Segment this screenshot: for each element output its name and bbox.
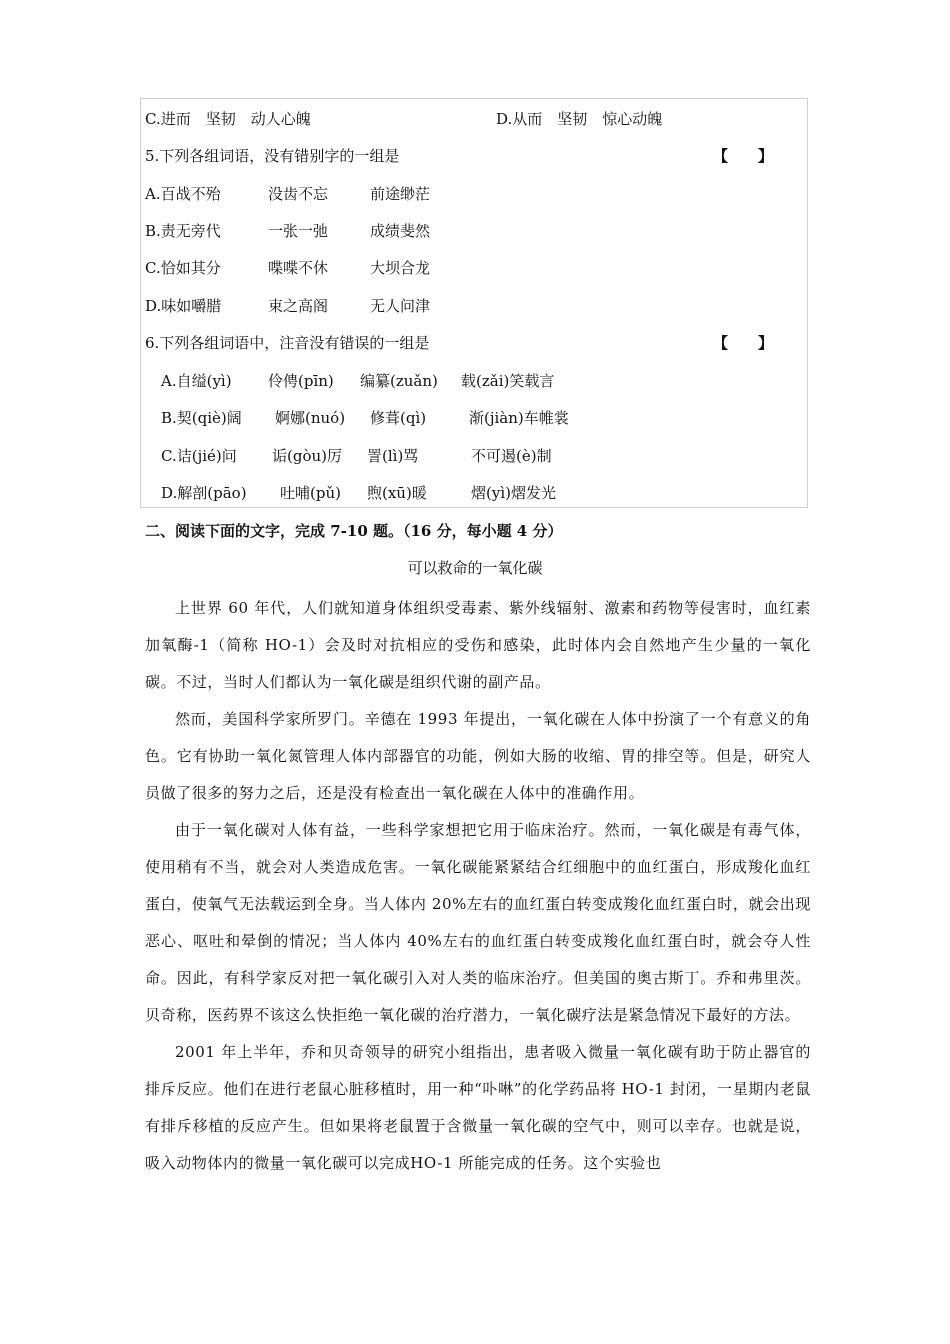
q6-option-c-col1: C.诘(jié)问	[161, 447, 237, 465]
q5-option-d-word2: 束之高阁	[268, 297, 329, 315]
article-title: 可以救命的一氧化碳	[407, 559, 543, 577]
q6-option-d-col3: 煦(xū)暖	[367, 484, 427, 502]
article-paragraph-3: 由于一氧化碳对人体有益，一些科学家想把它用于临床治疗。然而，一氧化碳是有毒气体，使用稍有不当，就会对人类造成危害。一氧化碳能紧紧结合红细胞中的血红蛋白，形成羧化血红蛋白，使氧气无法载运到全身。当人体内 20%左右的血红蛋白转变成羧化血红蛋白时，就会出现恶心、呕吐和晕倒的情况；当人体内 40%左右的血红蛋白转变成羧化血红蛋白时，就会夺人性命。因此，有科学家反对把一氧化碳引入对人类的临床治疗。但美国的奥古斯丁。乔和弗里茨。贝奇称，医药界不该这么快拒绝一氧化碳的治疗潜力，一氧化碳疗法是紧急情况下最好的方法。	[145, 821, 811, 1024]
article-paragraph-2: 然而，美国科学家所罗门。辛德在 1993 年提出，一氧化碳在人体中扮演了一个有意义的角色。它有协助一氧化氮管理人体内部器官的功能，例如大肠的收缩、胃的排空等。但是，研究人员做了很多的努力之后，还是没有检查出一氧化碳在人体中的准确作用。	[145, 710, 811, 802]
q5-option-d-word3: 无人问津	[370, 297, 431, 315]
question-6-stem: 6.下列各组词语中，注音没有错误的一组是	[145, 334, 430, 352]
article-paragraph-4: 2001 年上半年，乔和贝奇领导的研究小组指出，患者吸入微量一氧化碳有助于防止器官的排斥反应。他们在进行老鼠心脏移植时，用一种“卟啉”的化学药品将 HO-1 封闭，一星期内老鼠有排斥移植的反应产生。但如果将老鼠置于含微量一氧化碳的空气中，则可以幸存。也就是说，吸入动物体内的微量一氧化碳可以完成HO-1 所能完成的任务。这个实验也	[145, 1043, 811, 1172]
q5-option-a-word3: 前途缈茫	[370, 185, 431, 203]
section-2-heading: 二、阅读下面的文字，完成 7-10 题。（16 分，每小题 4 分）	[145, 522, 563, 540]
q5-option-b-word2: 一张一弛	[268, 222, 329, 240]
q6-option-d-col2: 吐哺(pǔ)	[280, 484, 341, 502]
question-5-answer-bracket: 【 】	[713, 147, 774, 165]
q6-option-b-col3: 修葺(qì)	[370, 409, 427, 427]
q6-option-a-col2: 伶俜(pīn)	[268, 372, 334, 390]
q5-option-a-word2: 没齿不忘	[268, 185, 329, 203]
q5-option-c-word2: 喋喋不休	[268, 259, 329, 277]
q5-option-c-word3: 大坝合龙	[370, 259, 431, 277]
q5-option-b-word3: 成绩斐然	[370, 222, 431, 240]
q6-option-a-col1: A.自缢(yì)	[161, 372, 232, 390]
q6-option-a-col3: 编纂(zuǎn)	[360, 372, 438, 390]
q6-option-b-col1: B.契(qiè)阔	[161, 409, 242, 427]
q6-option-c-col4: 不可遏(è)制	[471, 447, 552, 465]
q5-option-b-label: B.责无旁代	[145, 222, 221, 240]
q6-option-c-col3: 詈(lì)骂	[367, 447, 419, 465]
q6-option-a-col4: 载(zǎi)笑载言	[461, 372, 555, 390]
q6-option-b-col4: 渐(jiàn)车帷裳	[469, 409, 569, 427]
q5-option-d-label: D.味如嚼腊	[145, 297, 222, 315]
q6-option-d-col4: 熠(yì)熠发光	[471, 484, 556, 502]
article-body	[145, 590, 811, 1182]
q6-option-c-col2: 诟(gòu)厉	[272, 447, 342, 465]
q6-option-d-col1: D.解剖(pāo)	[161, 484, 247, 502]
question-5-stem: 5.下列各组词语，没有错别字的一组是	[145, 147, 400, 165]
option-c-text: C.进而 坚韧 动人心魄	[145, 110, 311, 128]
q5-option-a-label: A.百战不殆	[145, 185, 221, 203]
option-d-text: D.从而 坚韧 惊心动魄	[496, 110, 663, 128]
question-6-answer-bracket: 【 】	[713, 334, 774, 352]
q6-option-b-col2: 婀娜(nuó)	[275, 409, 346, 427]
article-paragraph-1: 上世界 60 年代，人们就知道身体组织受毒素、紫外线辐射、激素和药物等侵害时，血红素加氧酶-1（简称 HO-1）会及时对抗相应的受伤和感染，此时体内会自然地产生少量的一氧化碳。不过，当时人们都认为一氧化碳是组织代谢的副产品。	[145, 599, 811, 691]
q5-option-c-label: C.恰如其分	[145, 259, 221, 277]
